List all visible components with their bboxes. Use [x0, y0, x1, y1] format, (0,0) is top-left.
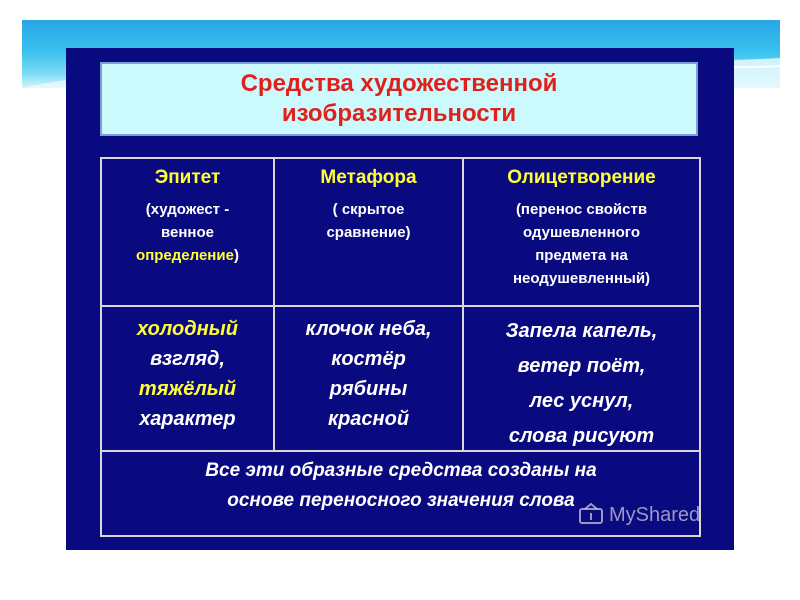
- epithet-example-line: холодный: [137, 318, 238, 340]
- table-divider-header: [100, 305, 701, 307]
- metaphor-example-line: костёр: [331, 348, 406, 370]
- summary-line: Все эти образные средства созданы на: [205, 460, 597, 481]
- epithet-desc-highlight: определение: [136, 247, 234, 264]
- metaphor-header-cell: [275, 166, 462, 244]
- epithet-desc-line: (художест -: [145, 201, 230, 218]
- epithet-description: [102, 198, 273, 267]
- personification-heading: Олицетворение: [507, 167, 656, 188]
- metaphor-heading: Метафора: [320, 167, 417, 188]
- epithet-example-line: характер: [139, 408, 236, 430]
- title-line-2: изобразительности: [281, 100, 517, 127]
- metaphor-examples: [275, 314, 462, 434]
- title-line-1: Средства художественной: [240, 70, 558, 97]
- epithet-example-line: тяжёлый: [138, 378, 237, 400]
- watermark: [577, 500, 727, 530]
- title-box: [100, 62, 698, 136]
- watermark-text: MyShared: [609, 503, 701, 526]
- metaphor-example-line: клочок неба,: [305, 318, 432, 340]
- personification-example-line: ветер поёт,: [517, 355, 646, 377]
- personification-desc-line: одушевленного: [522, 224, 641, 241]
- metaphor-desc-line: ( скрытое: [332, 201, 405, 218]
- personification-desc-line: (перенос свойств: [515, 201, 648, 218]
- summary-line: основе переносного значения слова: [227, 490, 575, 511]
- epithet-example-line: взгляд,: [150, 348, 225, 370]
- watermark-logo-icon: [577, 503, 605, 527]
- metaphor-example-line: красной: [327, 408, 410, 430]
- epithet-desc-line: [102, 244, 273, 267]
- personification-example-line: Запела капель,: [505, 320, 658, 342]
- metaphor-example-line: рябины: [329, 378, 408, 400]
- metaphor-desc-line: сравнение): [326, 224, 411, 241]
- metaphor-description: [275, 198, 462, 244]
- epithet-heading: Эпитет: [154, 167, 221, 188]
- personification-example-line: лес уснул,: [529, 390, 634, 412]
- personification-desc-line: предмета на: [535, 247, 628, 264]
- epithet-desc-line: венное: [161, 224, 214, 241]
- epithet-desc-paren: ): [233, 247, 239, 264]
- epithet-header-cell: [102, 166, 273, 267]
- personification-header-cell: [464, 166, 699, 290]
- epithet-examples: [102, 314, 273, 434]
- personification-example-line: слова рисуют: [508, 425, 655, 447]
- personification-description: [464, 198, 699, 290]
- personification-examples: [464, 314, 699, 454]
- personification-desc-line: неодушевленный): [512, 270, 651, 287]
